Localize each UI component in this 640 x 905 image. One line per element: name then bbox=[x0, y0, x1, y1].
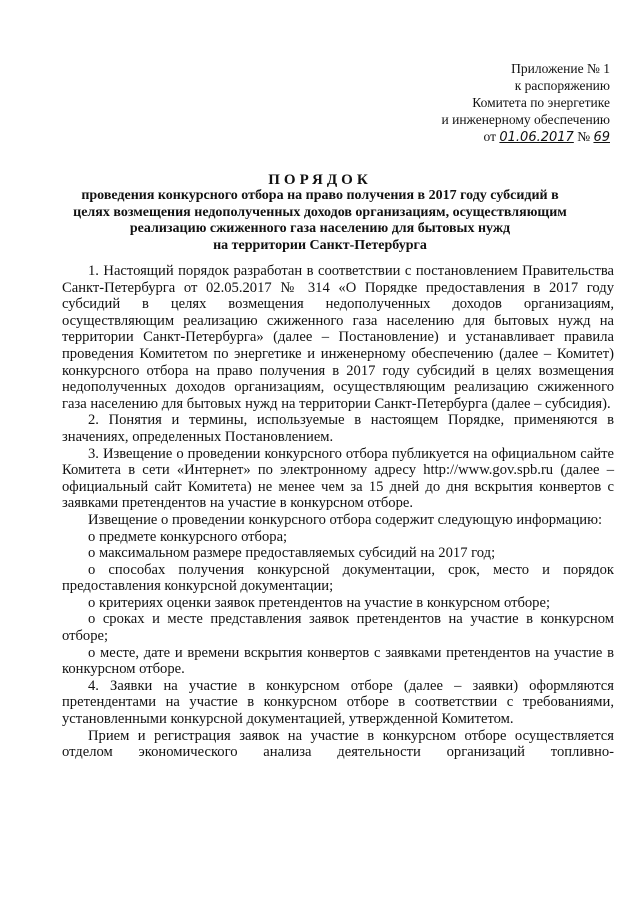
paragraph: Извещение о проведении конкурсного отбора содержит следующую информацию: bbox=[88, 511, 603, 528]
list-item: о предмете конкурсного отбора; bbox=[88, 528, 288, 545]
subtitle-line: реализацию сжиженного газа населению для бытовых нужд bbox=[129, 221, 511, 236]
list-item: о критериях оценки заявок претендентов на участие в конкурсном отборе; bbox=[88, 594, 551, 611]
list-item: о месте, дате и времени вскрытия конвертов с заявками претендентов на участие в конкурсном отборе. bbox=[62, 644, 614, 678]
appendix-line: Комитета по энергетике bbox=[472, 95, 610, 110]
appendix-header bbox=[390, 60, 610, 146]
appendix-line: и инженерному обеспечению bbox=[441, 112, 610, 127]
date-prefix: от bbox=[483, 129, 496, 144]
appendix-date-line bbox=[390, 128, 610, 146]
list-item: о способах получения конкурсной документации, срок, место и порядок предоставления конкурсной документации; bbox=[62, 561, 614, 595]
appendix-line: к распоряжению bbox=[514, 78, 610, 93]
subtitle-line: проведения конкурсного отбора на право получения в 2017 году субсидий в bbox=[81, 188, 559, 203]
handwritten-date: 01.06.2017 bbox=[499, 130, 574, 145]
list-item: о сроках и месте представления заявок претендентов на участие в конкурсном отборе; bbox=[62, 611, 614, 645]
handwritten-number: 69 bbox=[593, 130, 610, 145]
subtitle-line: на территории Санкт-Петербурга bbox=[213, 237, 427, 253]
document-subtitle bbox=[62, 188, 578, 254]
document-title: ПОРЯДОК bbox=[268, 172, 372, 188]
list-item: о максимальном размере предоставляемых субсидий на 2017 год; bbox=[88, 545, 496, 562]
paragraph: 4. Заявки на участие в конкурсном отборе (далее – заявки) оформляются претендентами на участие в конкурсном отборе в соответствии с требованиями, установленными конкурсной документацией, утвержденной Комитетом. bbox=[62, 677, 614, 728]
subtitle-line: целях возмещения недополученных доходов организациям, осуществляющим bbox=[73, 204, 567, 220]
document-body bbox=[62, 263, 614, 761]
paragraph: 2. Понятия и термины, используемые в настоящем Порядке, применяются в значениях, определенных Постановлением. bbox=[62, 412, 614, 445]
number-prefix: № bbox=[577, 129, 591, 144]
paragraph: Прием и регистрация заявок на участие в конкурсном отборе осуществляется отделом экономического анализа деятельности организаций топливно- bbox=[62, 727, 614, 761]
appendix-line: Приложение № 1 bbox=[511, 61, 610, 76]
paragraph: 1. Настоящий порядок разработан в соответствии с постановлением Правительства Санкт-Петербурга от 02.05.2017 № 314 «О Порядке предоставления в 2017 году субсидий в целях возмещения недополученных доходов организациям, осуществляющим реализацию сжиженного газа населению для бытовых нужд на территории Санкт-Петербурга» (далее – Постановление) и устанавливает правила проведения Комитетом по энергетике и инженерному обеспечению (далее – Комитет) конкурсного отбора на право получения в 2017 году субсидий в целях возмещения недополученных доходов организациям, осуществляющим реализацию сжиженного газа населению для бытовых нужд на территории Санкт-Петербурга (далее – субсидия). bbox=[62, 263, 614, 412]
paragraph: 3. Извещение о проведении конкурсного отбора публикуется на официальном сайте Комитета в сети «Интернет» по электронному адресу http://www.gov.spb.ru (далее – официальный сайт Комитета) не менее чем за 15 дней до дня вскрытия конвертов с заявками претендентов на участие в конкурсном отборе. bbox=[62, 445, 614, 512]
